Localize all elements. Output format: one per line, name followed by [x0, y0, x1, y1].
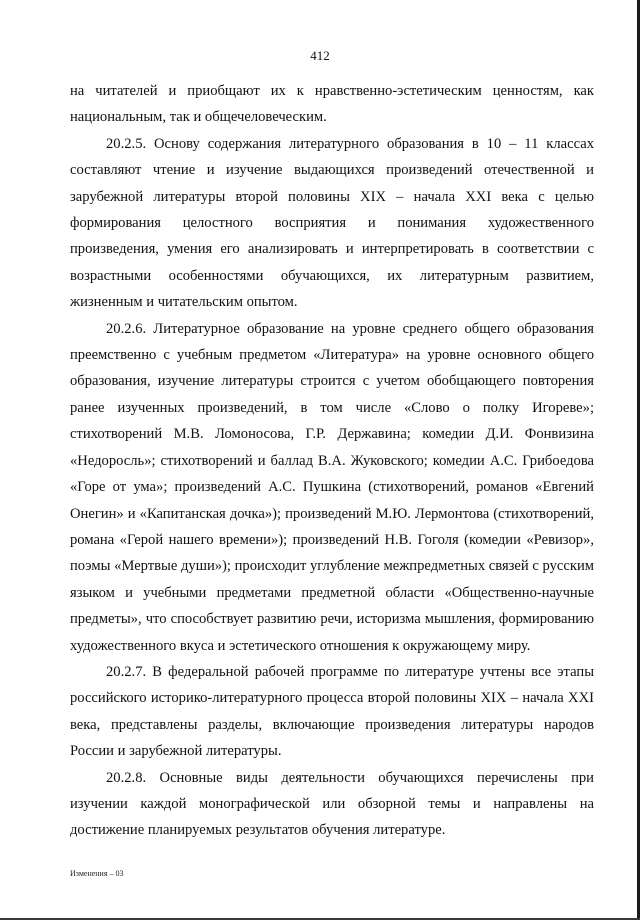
- paragraph-20-2-7: 20.2.7. В федеральной рабочей программе по литературе учтены все этапы российского историко-литературного процесса второй половины XIX – начала XXI века, представлены разделы, включающие произведения литературы народов России и зарубежной литературы.: [70, 663, 594, 760]
- paragraph-20-2-8: 20.2.8. Основные виды деятельности обучающихся перечислены при изучении каждой монографической или обзорной темы и направлены на достижение планируемых результатов обучения литературе.: [70, 769, 594, 839]
- page-body: [70, 78, 594, 844]
- paragraph-continuation: на читателей и приобщают их к нравственно-эстетическим ценностям, как национальным, так и общечеловеческим.: [70, 83, 594, 126]
- paragraph-20-2-5: 20.2.5. Основу содержания литературного образования в 10 – 11 классах составляют чтение и изучение выдающихся произведений отечественной и зарубежной литературы второй половины XIX – начала XXI века с целью формирования целостного восприятия и понимания художественного произведения, умения его анализировать и интерпретировать в соответствии с возрастными особенностями обучающихся, их литературным развитием, жизненным и читательским опытом.: [70, 135, 594, 311]
- page-number: 412: [310, 48, 330, 63]
- footer-revision-note: Изменения – 03: [70, 869, 124, 878]
- paragraph-20-2-6: 20.2.6. Литературное образование на уровне среднего общего образования преемственно с учебным предметом «Литература» на уровне основного общего образования, изучение литературы строится с учетом обобщающего повторения ранее изученных произведений, в том числе «Слово о полку Игореве»; стихотворений М.В. Ломоносова, Г.Р. Державина; комедии Д.И. Фонвизина «Недоросль»; стихотворений и баллад В.А. Жуковского; комедии А.С. Грибоедова «Горе от ума»; произведений А.С. Пушкина (стихотворений, романов «Евгений Онегин» и «Капитанская дочка»); произведений М.Ю. Лермонтова (стихотворений, романа «Герой нашего времени»); произведений Н.В. Гоголя (комедии «Ревизор», поэмы «Мертвые души»); происходит углубление межпредметных связей с русским языком и учебными предметами предметной области «Общественно-научные предметы», что способствует развитию речи, историзма мышления, формированию художественного вкуса и эстетического отношения к окружающему миру.: [70, 320, 594, 654]
